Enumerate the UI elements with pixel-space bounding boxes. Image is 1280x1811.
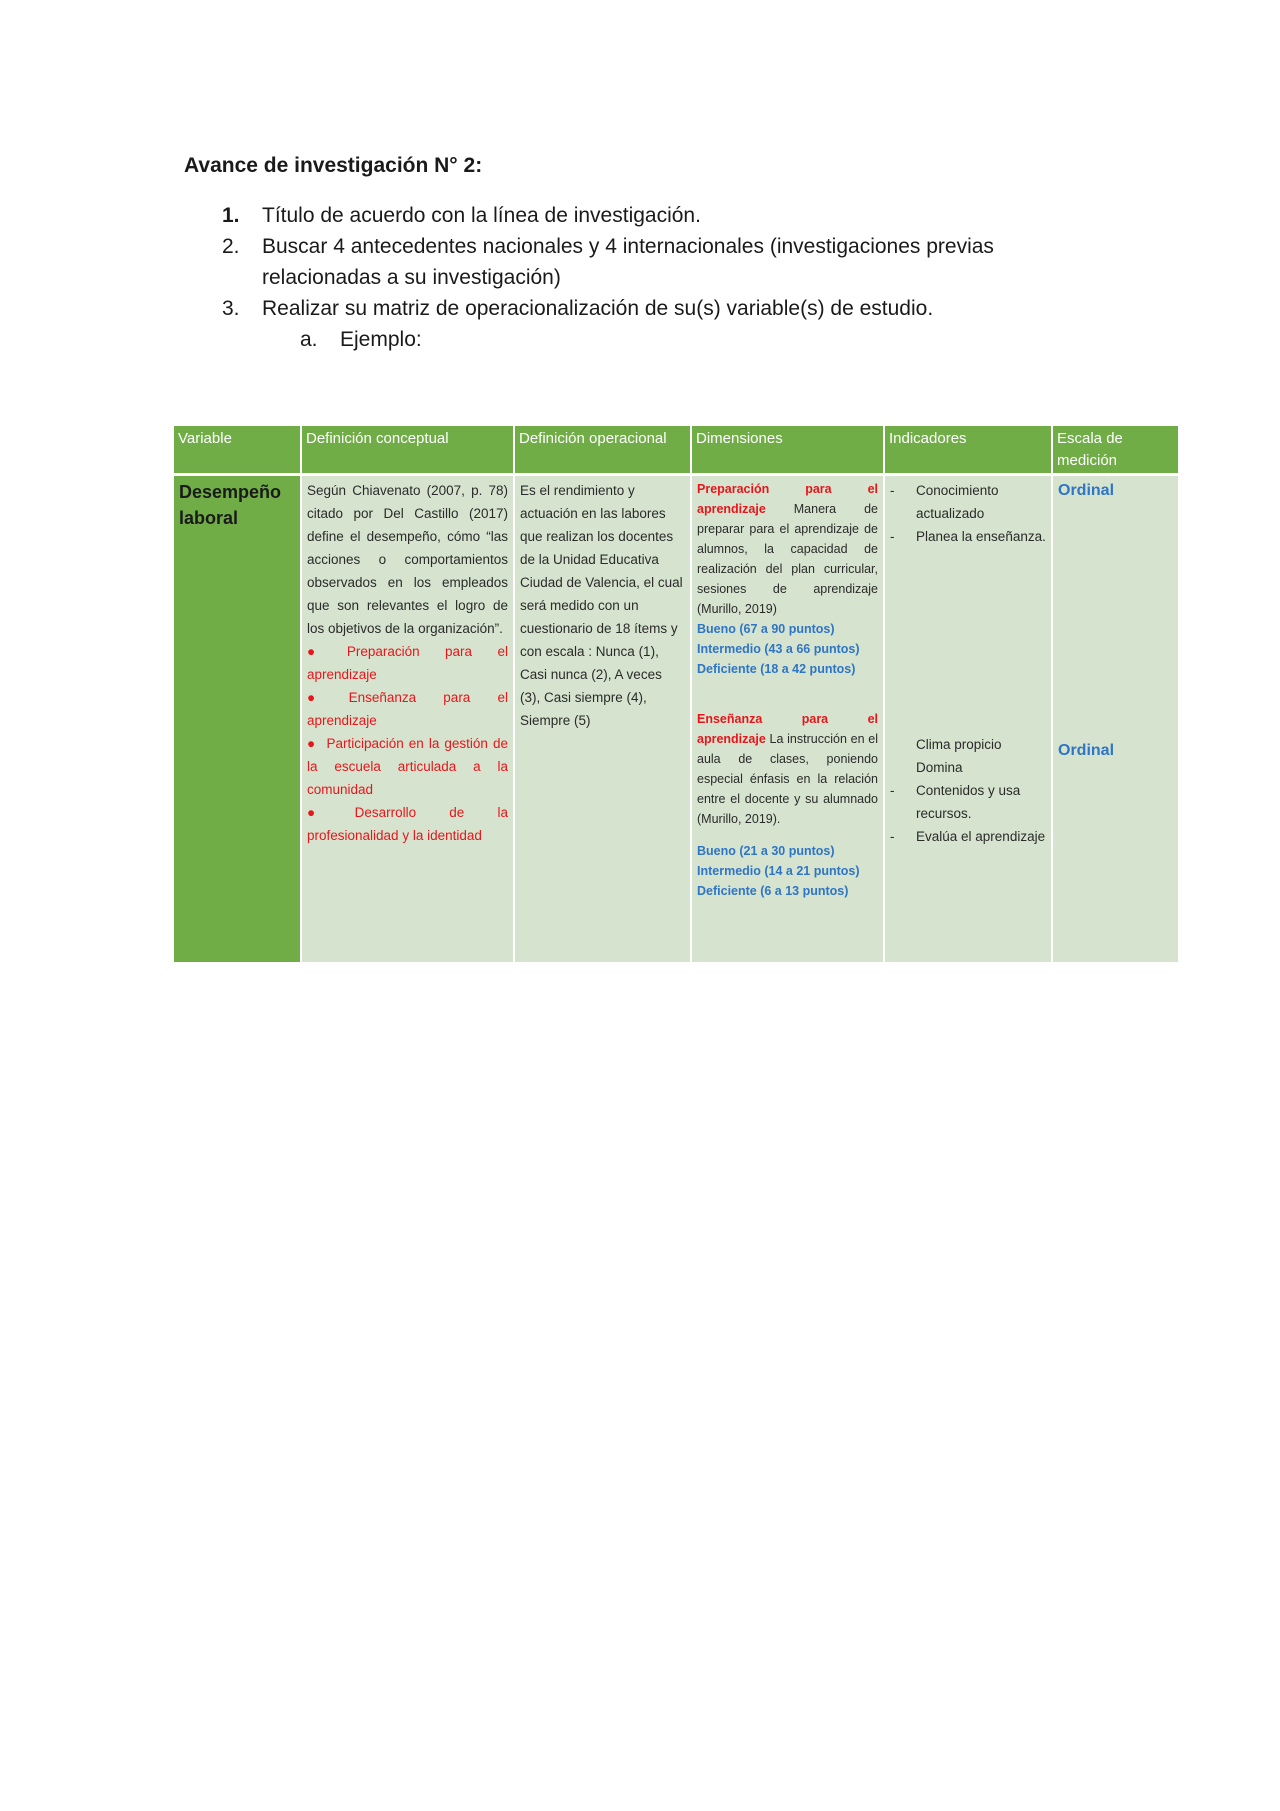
indicator-item: Domina: [916, 760, 963, 775]
substep-a: [184, 324, 1084, 355]
matrix-table: [174, 426, 1178, 962]
step-3-text: Realizar su matriz de operacionalización de su(s) variable(s) de estudio.: [262, 297, 934, 320]
header-conceptual: Definición conceptual: [301, 426, 514, 475]
bullet-dot-icon: ●: [307, 690, 339, 705]
step-3-number: 3.: [222, 297, 240, 320]
indicator-item: - Conocimiento actualizado: [890, 483, 999, 521]
dimension-block: [697, 709, 878, 901]
step-2: [184, 231, 1084, 293]
scale-value: Ordinal: [1058, 482, 1115, 499]
bullet-dot-icon: ●: [307, 736, 317, 751]
document-title: Avance de investigación N° 2:: [184, 154, 483, 177]
dimension-rating: Bueno (67 a 90 puntos): [697, 622, 835, 636]
step-3: [184, 293, 1084, 324]
operational-definition-cell: [514, 475, 691, 963]
header-scale: Escala de medición: [1052, 426, 1178, 475]
header-dimensions: Dimensiones: [691, 426, 884, 475]
step-1: [184, 200, 1084, 231]
step-2-number: 2.: [222, 235, 240, 258]
header-indicators: Indicadores: [884, 426, 1052, 475]
variable-name: Desempeño laboral: [174, 475, 301, 963]
dimension-name: Preparación para el aprendizaje: [697, 482, 878, 516]
dimension-rating: Intermedio (43 a 66 puntos): [697, 642, 860, 656]
scale-cell: [1052, 475, 1178, 963]
indicator-item: - Evalúa el aprendizaje: [890, 829, 1046, 844]
dimensions-cell: [691, 475, 884, 963]
conceptual-bullet-item: ● Participación en la gestión de la escuela articulada a la comunidad: [307, 736, 508, 797]
indicator-item: Clima propicio: [916, 737, 1002, 752]
scale-value: Ordinal: [1058, 742, 1115, 759]
indicator-group: [890, 733, 1046, 848]
indicator-item: - Planea la enseñanza.: [890, 529, 1046, 544]
matrix-row: [174, 475, 1178, 963]
dimension-rating: Intermedio (14 a 21 puntos): [697, 864, 860, 878]
matrix-header-row: [174, 426, 1178, 475]
dimension-block: [697, 479, 878, 709]
substep-a-text: Ejemplo:: [340, 328, 422, 351]
conceptual-definition-text: Según Chiavenato (2007, p. 78) citado por Del Castillo (2017) define el desempeño, cómo “las acciones o comportamientos observados en los empleados que son relevantes el logro de los objetivos de la organización”.: [307, 483, 508, 636]
substep-a-letter: a.: [300, 328, 318, 351]
conceptual-bullet-item: ● Enseñanza para el aprendizaje: [307, 690, 508, 728]
dimension-description: La instrucción en el aula de clases, poniendo especial énfasis en la relación entre el docente y su alumnado (Murillo, 2019).: [697, 732, 878, 826]
step-1-text: Título de acuerdo con la línea de investigación.: [262, 204, 701, 227]
header-variable: Variable: [174, 426, 301, 475]
operationalization-matrix: [174, 426, 1178, 962]
dimension-rating: Deficiente (6 a 13 puntos): [697, 884, 849, 898]
dimension-rating: Bueno (21 a 30 puntos): [697, 844, 835, 858]
indicator-group: [890, 479, 1046, 733]
indicators-cell: [884, 475, 1052, 963]
dimension-rating: Deficiente (18 a 42 puntos): [697, 662, 856, 676]
bullet-dot-icon: ●: [307, 644, 337, 659]
indicator-item: - Contenidos y usa recursos.: [890, 783, 1021, 821]
dimension-name: Enseñanza para el aprendizaje: [697, 712, 878, 746]
conceptual-definition-cell: [301, 475, 514, 963]
dimension-description: Manera de preparar para el aprendizaje de alumnos, la capacidad de realización del plan curricular, sesiones de aprendizaje (Murillo, 2019): [697, 502, 878, 616]
instruction-list: [184, 200, 1084, 355]
operational-definition-text: Es el rendimiento y actuación en las labores que realizan los docentes de la Unidad Educativa Ciudad de Valencia, el cual será medido con un cuestionario de 18 ítems y con escala : Nunca (1), Casi nunca (2), A veces (3), Casi siempre (4), Siempre (5): [520, 483, 683, 728]
step-1-number: 1.: [222, 204, 240, 227]
step-2-text: Buscar 4 antecedentes nacionales y 4 internacionales (investigaciones previas relacionadas a su investigación): [262, 235, 994, 289]
header-operational: Definición operacional: [514, 426, 691, 475]
conceptual-bullet-item: ● Desarrollo de la profesionalidad y la identidad: [307, 805, 509, 843]
bullet-dot-icon: ●: [307, 805, 345, 820]
conceptual-bullet-item: ● Preparación para el aprendizaje: [307, 644, 508, 682]
